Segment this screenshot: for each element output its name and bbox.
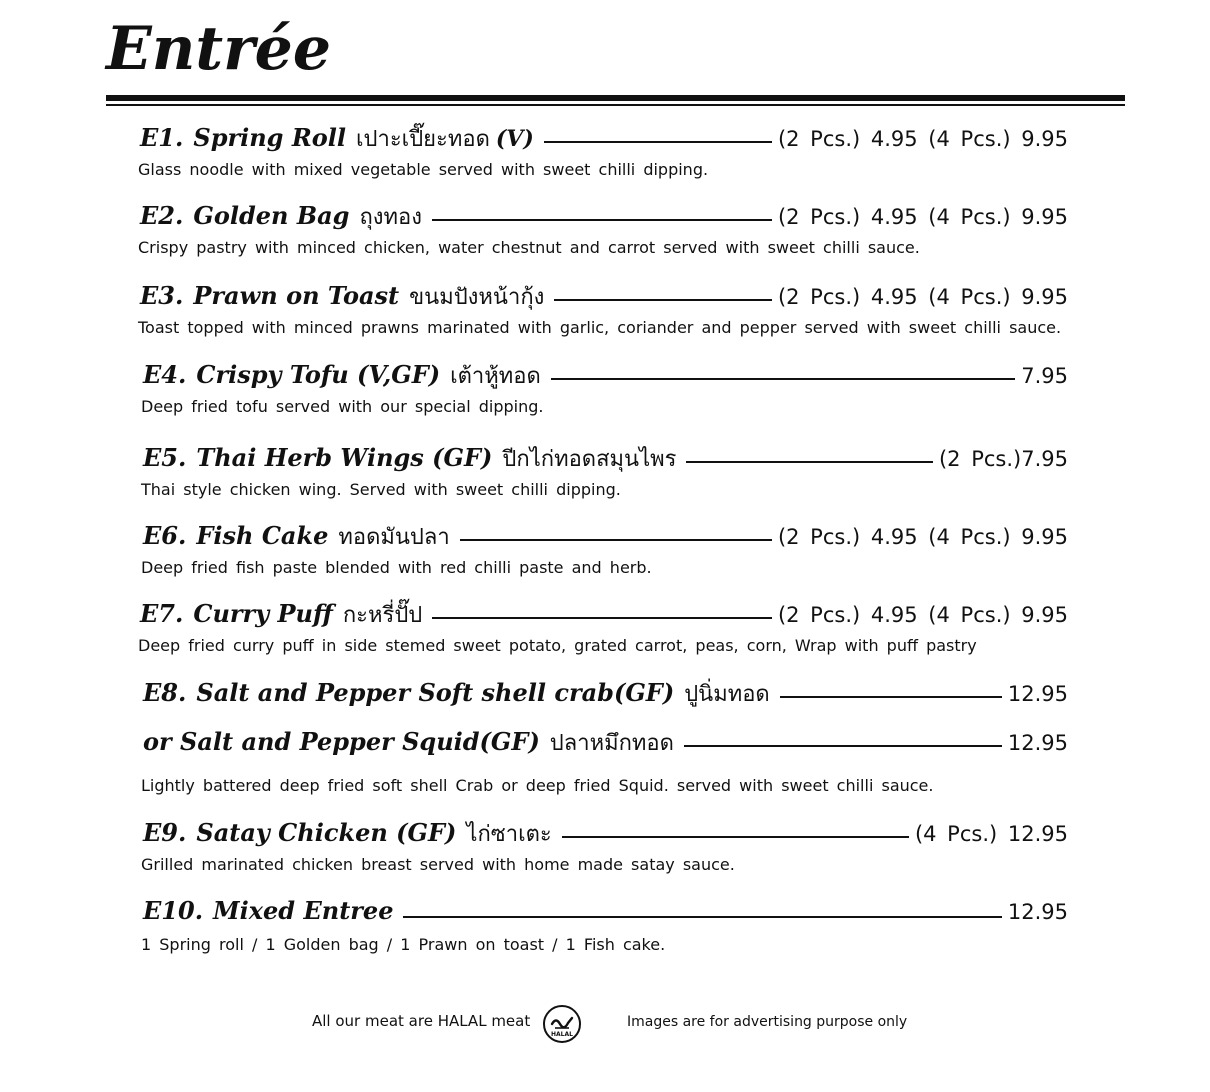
menu-item-e9	[143, 816, 1068, 850]
item-thai-name: ไก่ซาเตะ	[466, 822, 552, 847]
menu-item-e8	[143, 676, 1068, 710]
halal-note: All our meat are HALAL meat	[312, 1012, 531, 1030]
item-price: 12.95	[1007, 682, 1068, 706]
item-price: (2 Pcs.) 4.95 (4 Pcs.) 9.95	[777, 603, 1068, 627]
menu-item-e4	[143, 358, 1068, 392]
item-description: Thai style chicken wing. Served with sweet chilli dipping.	[141, 480, 621, 499]
item-description: Lightly battered deep fried soft shell Crab or deep fried Squid. served with sweet chilli sauce.	[141, 776, 934, 795]
item-price: (2 Pcs.)7.95	[938, 447, 1068, 471]
item-name: Salt and Pepper Soft shell crab(GF)	[196, 678, 675, 707]
item-price: (2 Pcs.) 4.95 (4 Pcs.) 9.95	[777, 285, 1068, 309]
item-thai-name: ถุงทอง	[359, 205, 422, 230]
menu-item-e3	[140, 279, 1068, 313]
item-thai-name: ขนมปังหน้ากุ้ง	[409, 285, 545, 310]
item-description: Toast topped with minced prawns marinated with garlic, coriander and pepper served with sweet chilli sauce.	[138, 318, 1062, 337]
menu-item-e10	[143, 896, 1068, 930]
item-thai-name: เต้าหู้ทอด	[450, 364, 541, 389]
dotted-leader	[403, 916, 1001, 918]
item-name: Mixed Entree	[213, 896, 394, 925]
dotted-leader	[460, 539, 772, 541]
title-rule-thick	[106, 95, 1125, 101]
dotted-leader	[686, 461, 933, 463]
item-thai-name: ปลาหมึกทอด	[549, 731, 674, 756]
item-name: Curry Puff	[193, 599, 333, 628]
dotted-leader	[780, 696, 1002, 698]
item-thai-name: ทอดมันปลา	[338, 525, 450, 550]
dotted-leader	[684, 745, 1002, 747]
item-code: E7.	[140, 599, 184, 628]
item-code: E9.	[143, 818, 187, 847]
item-description: Grilled marinated chicken breast served with home made satay sauce.	[141, 855, 735, 874]
item-price: 12.95	[1007, 731, 1068, 755]
item-price: 7.95	[1021, 364, 1068, 388]
dotted-leader	[562, 836, 909, 838]
item-description: 1 Spring roll / 1 Golden bag / 1 Prawn on toast / 1 Fish cake.	[141, 935, 666, 954]
item-code: E8.	[143, 678, 187, 707]
item-thai-name: กะหรี่ปั๊ป	[342, 603, 423, 628]
dotted-leader	[544, 141, 772, 143]
item-code: E4.	[143, 360, 187, 389]
item-code: E10.	[143, 896, 204, 925]
title-rule-thin	[106, 104, 1125, 106]
item-thai-name: ปูนิ่มทอด	[684, 682, 770, 707]
item-description: Crispy pastry with minced chicken, water chestnut and carrot served with sweet chilli sauce.	[138, 238, 920, 257]
menu-item-e8-alt	[143, 725, 1068, 759]
dotted-leader	[551, 378, 1015, 380]
item-description: Deep fried curry puff in side stemed sweet potato, grated carrot, peas, corn, Wrap with puff pastry	[138, 636, 977, 655]
item-description: Deep fried tofu served with our special dipping.	[141, 397, 544, 416]
menu-item-e2	[140, 199, 1068, 233]
item-thai-name: เปาะเปี๊ยะทอด	[356, 127, 490, 152]
item-code: E1.	[140, 123, 184, 152]
item-code: E3.	[140, 281, 184, 310]
item-price: (2 Pcs.) 4.95 (4 Pcs.) 9.95	[777, 205, 1068, 229]
item-price: (4 Pcs.) 12.95	[914, 822, 1068, 846]
item-name: Satay Chicken (GF)	[196, 818, 457, 847]
advertising-disclaimer: Images are for advertising purpose only	[627, 1014, 908, 1030]
menu-item-e6	[143, 519, 1068, 553]
item-description: Deep fried fish paste blended with red chilli paste and herb.	[141, 558, 652, 577]
item-name: Golden Bag	[193, 201, 350, 230]
item-name: Crispy Tofu (V,GF)	[196, 360, 441, 389]
item-code: E5.	[143, 443, 187, 472]
dotted-leader	[554, 299, 772, 301]
item-name: Spring Roll	[193, 123, 347, 152]
item-code: E6.	[143, 521, 187, 550]
svg-text:HALAL: HALAL	[551, 1031, 573, 1038]
item-name: Prawn on Toast	[193, 281, 400, 310]
dotted-leader	[432, 617, 772, 619]
item-name: Thai Herb Wings (GF)	[196, 443, 493, 472]
item-price: 12.95	[1007, 900, 1068, 924]
item-diet-tag: (V)	[495, 126, 534, 152]
item-code: E2.	[140, 201, 184, 230]
item-price: (2 Pcs.) 4.95 (4 Pcs.) 9.95	[777, 127, 1068, 151]
item-description: Glass noodle with mixed vegetable served with sweet chilli dipping.	[138, 160, 709, 179]
menu-item-e7	[140, 597, 1068, 631]
halal-logo-icon	[542, 1004, 582, 1044]
menu-item-e1	[140, 121, 1068, 155]
dotted-leader	[432, 219, 772, 221]
page-title: Entrée	[106, 14, 332, 84]
item-name: or Salt and Pepper Squid(GF)	[143, 727, 540, 756]
item-thai-name: ปีกไก่ทอดสมุนไพร	[502, 447, 677, 472]
item-name: Fish Cake	[196, 521, 329, 550]
item-price: (2 Pcs.) 4.95 (4 Pcs.) 9.95	[777, 525, 1068, 549]
menu-item-e5	[143, 441, 1068, 475]
